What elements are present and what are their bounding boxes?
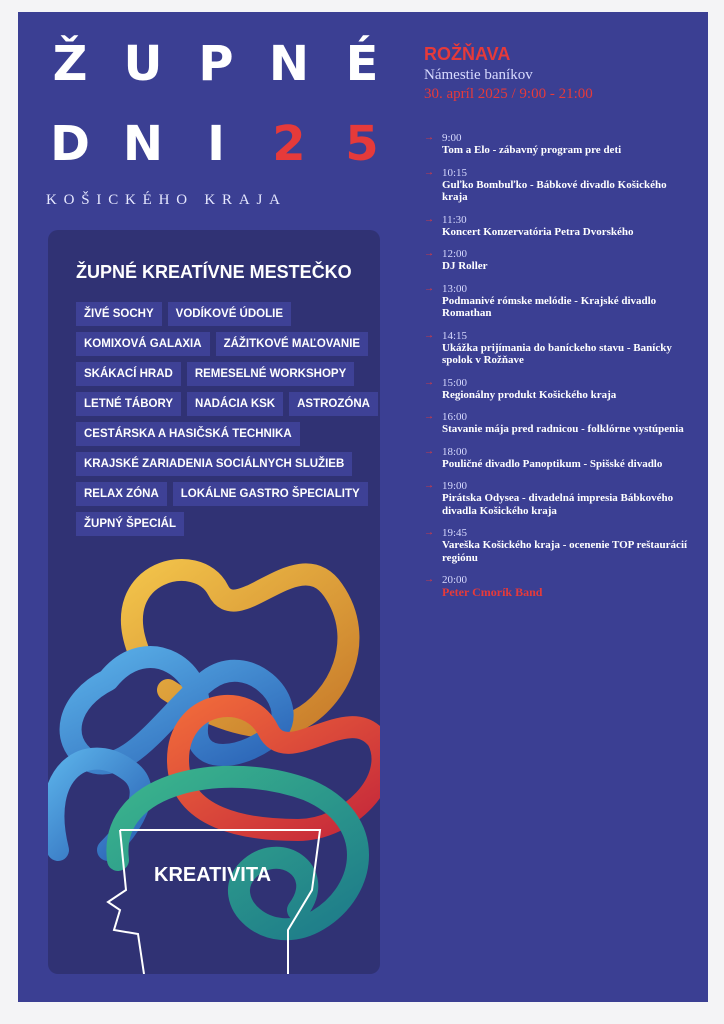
- kreativita-label: KREATIVITA: [154, 864, 272, 886]
- title-letter: Ž: [52, 36, 88, 92]
- schedule-description: Ukážka prijímania do baníckeho stavu - Banícky spolok v Rožňave: [442, 341, 672, 366]
- title-letter: É: [345, 36, 379, 92]
- arrow-right-icon: →: [424, 574, 434, 585]
- schedule-item: [424, 574, 694, 599]
- schedule-time: 9:00: [442, 132, 462, 144]
- schedule-time: 20:00: [442, 574, 468, 586]
- arrow-right-icon: →: [424, 166, 434, 178]
- schedule-time: 15:00: [442, 376, 468, 389]
- schedule-time: 19:00: [442, 480, 468, 492]
- event-city: ROŽŇAVA: [424, 44, 511, 64]
- tag-row: [76, 482, 376, 506]
- schedule-item: [424, 377, 694, 402]
- schedule-item: [424, 446, 694, 471]
- schedule-time: 16:00: [442, 411, 468, 423]
- schedule-description: Vareška Košického kraja - ocenenie TOP reštaurácií regiónu: [442, 539, 688, 564]
- title-letter: I: [207, 116, 225, 172]
- schedule-description: Peter Cmorík Band: [442, 585, 543, 599]
- arrow-right-icon: →: [424, 480, 434, 491]
- schedule-description: Stavanie mája pred radnicou - folklórne vystúpenia: [442, 423, 684, 435]
- schedule-time: 13:00: [442, 282, 468, 295]
- title-letter: D: [50, 116, 90, 172]
- arrow-right-icon: →: [424, 411, 434, 422]
- attraction-tag: ŽUPNÝ ŠPECIÁL: [76, 512, 184, 536]
- schedule-item: [424, 248, 694, 273]
- poster: [18, 12, 708, 1002]
- creativity-knot-graphic: [48, 530, 380, 974]
- tag-row: [76, 422, 376, 446]
- schedule-time: 18:00: [442, 445, 468, 458]
- title-letter: U: [123, 36, 163, 92]
- schedule-item: [424, 283, 694, 320]
- event-info: [424, 44, 694, 103]
- title-letter: P: [198, 36, 234, 92]
- attraction-tag: ZÁŽITKOVÉ MAĽOVANIE: [216, 332, 369, 356]
- attraction-tag: KRAJSKÉ ZARIADENIA SOCIÁLNYCH SLUŽIEB: [76, 452, 352, 476]
- panel-title: ŽUPNÉ KREATÍVNE MESTEČKO: [76, 262, 352, 282]
- attraction-tag: ŽIVÉ SOCHY: [76, 302, 162, 326]
- creative-town-panel: [48, 230, 380, 974]
- attraction-tag: REMESELNÉ WORKSHOPY: [187, 362, 354, 386]
- schedule-item: [424, 411, 694, 436]
- arrow-right-icon: →: [424, 329, 434, 341]
- tag-row: [76, 392, 376, 416]
- arrow-right-icon: →: [424, 282, 434, 294]
- arrow-right-icon: →: [424, 248, 434, 259]
- title-letter: N: [268, 36, 310, 92]
- arrow-right-icon: →: [424, 527, 434, 538]
- event-date: 30. apríl 2025 / 9:00 - 21:00: [424, 86, 593, 102]
- attraction-tag: SKÁKACÍ HRAD: [76, 362, 181, 386]
- title-letter: N: [122, 116, 164, 172]
- attraction-tag: CESTÁRSKA A HASIČSKÁ TECHNIKA: [76, 422, 300, 446]
- schedule-description: Pirátska Odysea - divadelná impresia Bábkového divadla Košického kraja: [442, 492, 674, 517]
- arrow-right-icon: →: [424, 376, 434, 388]
- schedule-description: Koncert Konzervatória Petra Dvorského: [442, 225, 634, 238]
- schedule-description: Pouličné divadlo Panoptikum - Spišské divadlo: [442, 457, 663, 470]
- attraction-tag: RELAX ZÓNA: [76, 482, 167, 506]
- event-place: Námestie baníkov: [424, 67, 533, 83]
- schedule-time: 11:30: [442, 213, 467, 226]
- subtitle: KOŠICKÉHO KRAJA: [46, 192, 287, 208]
- attraction-tag: KOMIXOVÁ GALAXIA: [76, 332, 210, 356]
- schedule-description: DJ Roller: [442, 260, 488, 272]
- attraction-tag: LOKÁLNE GASTRO ŠPECIALITY: [173, 482, 368, 506]
- schedule-item: [424, 132, 694, 157]
- schedule-item: [424, 527, 694, 564]
- title-row-zupne: [46, 36, 386, 92]
- attraction-tag: NADÁCIA KSK: [187, 392, 283, 416]
- tag-row: [76, 332, 376, 356]
- schedule-time: 10:15: [442, 166, 468, 179]
- arrow-right-icon: →: [424, 132, 434, 143]
- schedule-description: Guľko Bombuľko - Bábkové divadlo Košického kraja: [442, 178, 667, 203]
- schedule-description: Regionálny produkt Košického kraja: [442, 388, 617, 401]
- title-digit: 5: [345, 116, 379, 172]
- schedule-item: [424, 214, 694, 239]
- schedule-time: 12:00: [442, 248, 468, 260]
- schedule-description: Podmanivé rómske melódie - Krajské divadlo Romathan: [442, 294, 657, 319]
- arrow-right-icon: →: [424, 213, 434, 225]
- tag-row: [76, 362, 376, 386]
- title-digit: 2: [272, 116, 306, 172]
- program-schedule: [424, 132, 694, 609]
- title-row-dni25: [46, 116, 386, 172]
- arrow-right-icon: →: [424, 445, 434, 457]
- attraction-tag: LETNÉ TÁBORY: [76, 392, 181, 416]
- schedule-time: 19:45: [442, 527, 468, 539]
- schedule-item: [424, 167, 694, 204]
- attraction-tag: VODÍKOVÉ ÚDOLIE: [168, 302, 291, 326]
- tag-list: [76, 302, 376, 542]
- tag-row: [76, 302, 376, 326]
- tag-row: [76, 452, 376, 476]
- schedule-item: [424, 480, 694, 517]
- schedule-description: Tom a Elo - zábavný program pre deti: [442, 144, 622, 156]
- schedule-time: 14:15: [442, 329, 468, 342]
- schedule-item: [424, 330, 694, 367]
- attraction-tag: ASTROZÓNA: [289, 392, 378, 416]
